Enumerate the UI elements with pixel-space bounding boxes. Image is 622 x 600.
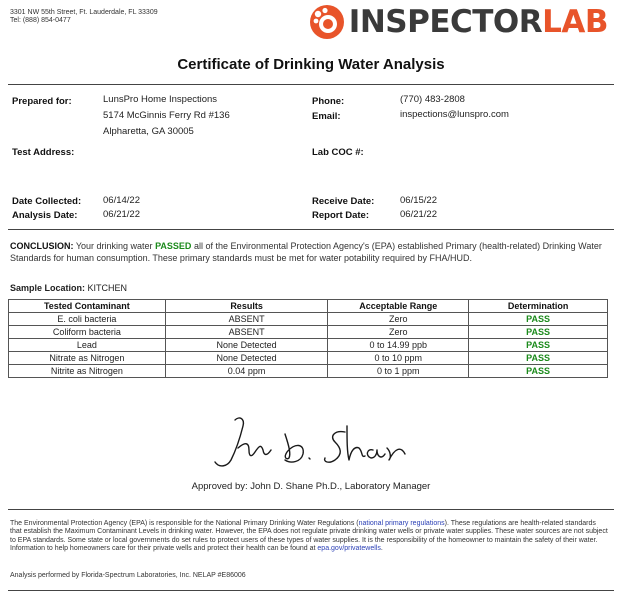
results-table <box>8 299 608 378</box>
sample-location <box>10 283 127 293</box>
national-regulations-link[interactable]: national primary regulations <box>358 520 445 527</box>
prepared-for-label: Prepared for: <box>12 96 72 107</box>
disclaimer-text-3: . <box>380 545 383 553</box>
email-label: Email: <box>312 111 341 122</box>
date-collected-label: Date Collected: <box>12 196 82 207</box>
prepared-for-block <box>103 93 230 138</box>
page-title: Certificate of Drinking Water Analysis <box>177 56 445 73</box>
phone-label: Phone: <box>312 96 345 107</box>
sample-location-label: Sample Location: <box>10 283 86 293</box>
logo-wordmark <box>349 5 608 39</box>
divider <box>8 590 614 591</box>
determination-cell: PASS <box>469 313 608 326</box>
divider <box>8 229 614 230</box>
client-city: Alpharetta, GA 30005 <box>103 126 194 137</box>
logo-lab: LAB <box>542 4 608 40</box>
analysis-performed-by: Analysis performed by Florida-Spectrum Laboratories, Inc. NELAP #E86006 <box>10 572 246 579</box>
col-header-range: Acceptable Range <box>328 300 469 313</box>
result-cell: None Detected <box>165 339 328 352</box>
conclusion-label: CONCLUSION: <box>10 241 74 251</box>
inspectorlab-logo <box>309 4 608 40</box>
conclusion-result: PASSED <box>155 241 192 251</box>
contaminant-cell: Nitrate as Nitrogen <box>9 352 166 365</box>
email-value: inspections@lunspro.com <box>400 109 509 120</box>
lab-coc-label: Lab COC #: <box>312 147 364 158</box>
lab-address <box>10 9 158 25</box>
determination-cell: PASS <box>469 339 608 352</box>
test-address-label: Test Address: <box>12 147 75 158</box>
report-date-value: 06/21/22 <box>400 209 437 220</box>
disclaimer-text-1: The Environmental Protection Agency (EPA) is responsible for the National Primary Drinking Water Regulations ( <box>10 520 359 527</box>
table-row <box>9 365 608 378</box>
table-row <box>9 313 608 326</box>
tel-line: Tel: (888) 854-0477 <box>10 17 71 24</box>
contaminant-cell: Nitrite as Nitrogen <box>9 365 166 378</box>
determination-cell: PASS <box>469 352 608 365</box>
conclusion-text-after: all of the Environmental Protection Agency's (EPA) established Primary (health-related) Drinking Water Standards for human consumption. These primary standards must be met for water potability required by FHA/HUD. <box>10 241 602 263</box>
range-cell: 0 to 10 ppm <box>328 352 469 365</box>
divider <box>8 84 614 85</box>
approved-by: Approved by: John D. Shane Ph.D., Laboratory Manager <box>191 481 431 492</box>
receive-date-value: 06/15/22 <box>400 195 437 206</box>
client-street: 5174 McGinnis Ferry Rd #136 <box>103 110 230 121</box>
table-row <box>9 352 608 365</box>
epa-disclaimer <box>10 520 608 554</box>
table-header-row <box>9 300 608 313</box>
logo-inspector: INSPECTOR <box>348 4 543 40</box>
phone-value: (770) 483-2808 <box>400 94 465 105</box>
report-date-label: Report Date: <box>312 210 370 221</box>
analysis-date-label: Analysis Date: <box>12 210 78 221</box>
contaminant-cell: Lead <box>9 339 166 352</box>
conclusion-text-before: Your drinking water <box>75 241 153 251</box>
determination-cell: PASS <box>469 365 608 378</box>
range-cell: 0 to 14.99 ppb <box>328 339 469 352</box>
result-cell: None Detected <box>165 352 328 365</box>
divider <box>8 509 614 510</box>
conclusion-paragraph <box>10 240 604 264</box>
determination-cell: PASS <box>469 326 608 339</box>
result-cell: ABSENT <box>165 326 328 339</box>
epa-private-wells-link[interactable]: epa.gov/privatewells <box>317 545 381 553</box>
disclaimer-text-2: ). These regulations are health-related standards that establish the Maximum Contaminant Levels in drinking water. However, the EPA does not regulate private drinking water wells or private water supplies. These water sources are not subject to EPA standards. Some state or local governments do set rules to protect users of these types of water supplies. It is the responsibility of the homeowner to maintain the safety of their water. Information to help homeowners care for their private wells and protect their health can be found at <box>10 520 608 553</box>
result-cell: 0.04 ppm <box>165 365 328 378</box>
range-cell: Zero <box>328 313 469 326</box>
signature-image <box>205 412 415 474</box>
range-cell: Zero <box>328 326 469 339</box>
range-cell: 0 to 1 ppm <box>328 365 469 378</box>
table-row <box>9 339 608 352</box>
date-collected-value: 06/14/22 <box>103 195 140 206</box>
col-header-determination: Determination <box>469 300 608 313</box>
contaminant-cell: E. coli bacteria <box>9 313 166 326</box>
analysis-date-value: 06/21/22 <box>103 209 140 220</box>
table-row <box>9 326 608 339</box>
sample-location-value: KITCHEN <box>87 283 128 293</box>
paw-logo-icon <box>309 4 345 40</box>
col-header-results: Results <box>165 300 328 313</box>
client-name: LunsPro Home Inspections <box>103 94 218 105</box>
contaminant-cell: Coliform bacteria <box>9 326 166 339</box>
receive-date-label: Receive Date: <box>312 196 375 207</box>
address-line: 3301 NW 55th Street, Ft. Lauderdale, FL 33309 <box>10 9 158 16</box>
result-cell: ABSENT <box>165 313 328 326</box>
col-header-contaminant: Tested Contaminant <box>9 300 166 313</box>
